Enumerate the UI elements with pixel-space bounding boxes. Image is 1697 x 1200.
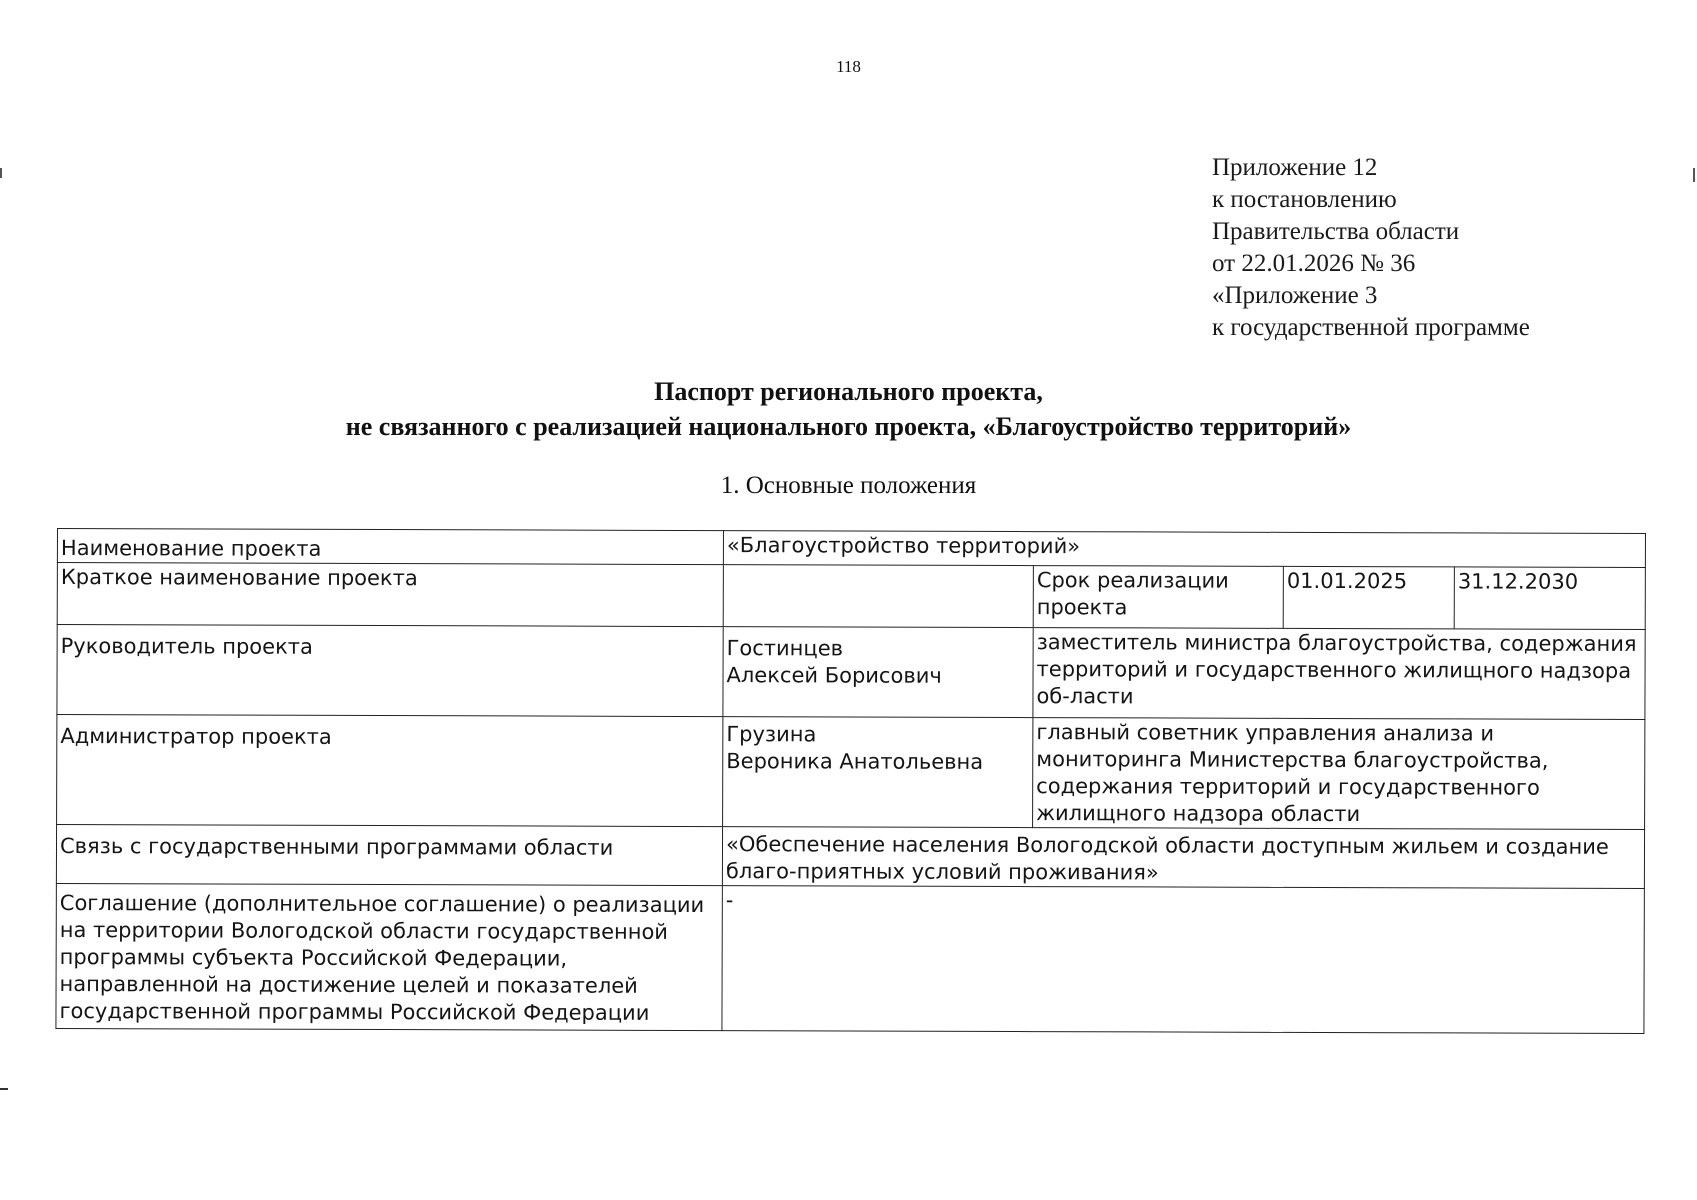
scan-edge-mark: [0, 168, 2, 178]
document-title-line-1: Паспорт регионального проекта,: [654, 377, 1043, 406]
appendix-line-2: к постановлению: [1212, 186, 1397, 213]
leader-name: [723, 627, 1033, 718]
admin-surname: Грузина: [726, 722, 817, 747]
period-start: 01.01.2025: [1283, 566, 1454, 629]
document-title-line-2: не связанного с реализацией национального проекта, «Благоустройство территорий»: [345, 412, 1352, 441]
appendix-line-4: от 22.01.2026 № 36: [1212, 250, 1416, 277]
table-row: [57, 625, 1645, 720]
period-end: 31.12.2030: [1454, 567, 1645, 630]
programs-value: «Обеспечение населения Вологодской области доступным жильем и создание благо-приятных условий проживания»: [722, 827, 1644, 889]
scan-edge-mark: [1693, 168, 1695, 182]
section-title: 1. Основные положения: [720, 472, 977, 499]
short-name-label: Краткое наименование проекта: [57, 563, 723, 627]
table-row: [57, 529, 1645, 568]
admin-given-names: Вероника Анатольевна: [726, 749, 984, 774]
admin-label: Администратор проекта: [57, 715, 723, 827]
table-row: [56, 825, 1644, 889]
project-name-value: «Благоустройство территорий»: [723, 531, 1645, 568]
document-title: [0, 374, 1697, 444]
leader-surname: Гостинцев: [726, 636, 844, 661]
programs-label: Связь с государственными программами области: [56, 825, 722, 886]
admin-position: главный советник управления анализа и мониторинга Министерства благоустройства, содержания территорий и государственного жилищного надзора области: [1033, 718, 1645, 830]
passport-table: [55, 528, 1646, 1034]
page-number: 118: [836, 57, 861, 76]
table-row: [56, 883, 1644, 1033]
appendix-line-1: Приложение 12: [1212, 154, 1378, 181]
agreement-label: Соглашение (дополнительное соглашение) о реализации на территории Вологодской области государственной программы субъекта Российской Федерации, направленной на достижение целей и показателей государственной программы Российской Федерации: [56, 883, 722, 1030]
appendix-line-3: Правительства области: [1212, 218, 1460, 245]
agreement-value: -: [722, 886, 1644, 1034]
project-name-label: Наименование проекта: [57, 529, 723, 565]
leader-position: заместитель министра благоустройства, содержания территорий и государственного жилищного надзора об-ласти: [1033, 628, 1645, 720]
appendix-block: [1212, 152, 1530, 344]
table-row: [57, 563, 1645, 630]
admin-name: [723, 717, 1033, 828]
period-label: Срок реализации проекта: [1033, 566, 1283, 629]
table-row: [57, 715, 1645, 830]
scan-edge-mark: [0, 1088, 8, 1090]
appendix-line-6: к государственной программе: [1212, 314, 1530, 341]
leader-label: Руководитель проекта: [57, 625, 723, 717]
leader-given-names: Алексей Борисович: [726, 663, 942, 688]
short-name-value: [723, 565, 1033, 628]
appendix-line-5: «Приложение 3: [1212, 282, 1378, 309]
passport-table-container: [55, 528, 1645, 1034]
